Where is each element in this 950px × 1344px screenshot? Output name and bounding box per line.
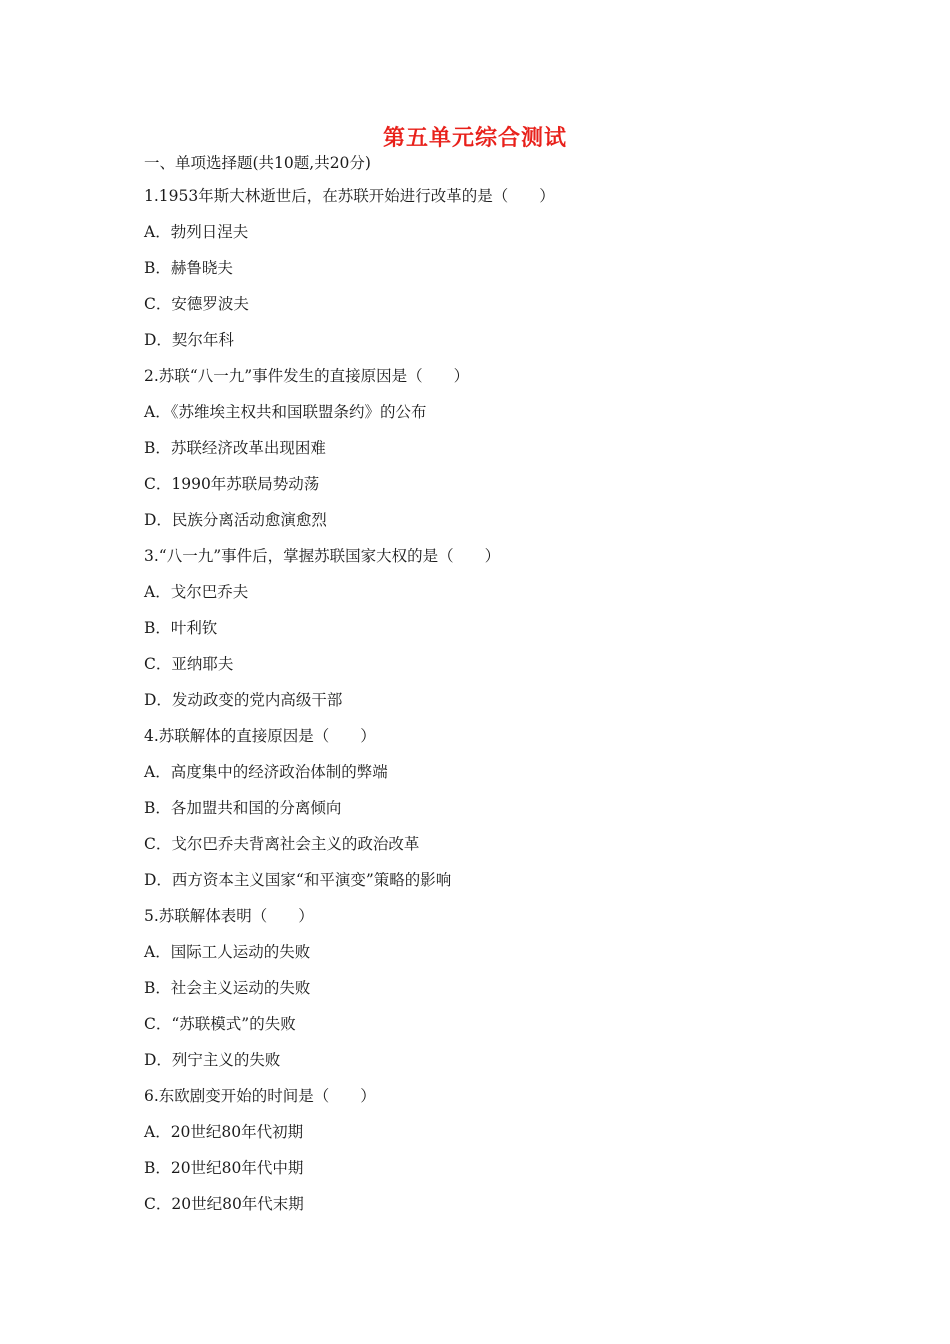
question-stem: 5.苏联解体表明（ ） bbox=[144, 907, 314, 925]
option-c: C．戈尔巴乔夫背离社会主义的政治改革 bbox=[144, 835, 420, 853]
option-c: C．“苏联模式”的失败 bbox=[144, 1015, 296, 1033]
question-2 bbox=[144, 358, 824, 538]
question-3 bbox=[144, 538, 824, 718]
option-d: D．西方资本主义国家“和平演变”策略的影响 bbox=[144, 871, 452, 889]
option-b: B．苏联经济改革出现困难 bbox=[144, 439, 326, 457]
option-a: A．高度集中的经济政治体制的弊端 bbox=[144, 763, 388, 781]
question-stem: 6.东欧剧变开始的时间是（ ） bbox=[144, 1087, 376, 1105]
question-stem: 1.1953年斯大林逝世后，在苏联开始进行改革的是（ ） bbox=[144, 187, 555, 205]
option-a: A．国际工人运动的失败 bbox=[144, 943, 311, 961]
option-b: B．赫鲁晓夫 bbox=[144, 259, 233, 277]
option-b: B．各加盟共和国的分离倾向 bbox=[144, 799, 342, 817]
question-stem: 4.苏联解体的直接原因是（ ） bbox=[144, 727, 376, 745]
option-c: C．安德罗波夫 bbox=[144, 295, 249, 313]
option-b: B．社会主义运动的失败 bbox=[144, 979, 311, 997]
option-c: C．20世纪80年代末期 bbox=[144, 1195, 304, 1213]
page-title: 第五单元综合测试 bbox=[382, 126, 567, 151]
question-stem: 2.苏联“八一九”事件发生的直接原因是（ ） bbox=[144, 367, 470, 385]
option-d: D．契尔年科 bbox=[144, 331, 234, 349]
option-c: C．亚纳耶夫 bbox=[144, 655, 234, 673]
question-list bbox=[144, 152, 824, 1222]
option-c: C．1990年苏联局势动荡 bbox=[144, 475, 320, 493]
question-5 bbox=[144, 898, 824, 1078]
option-a: A．勃列日涅夫 bbox=[144, 223, 249, 241]
option-b: B．叶利钦 bbox=[144, 619, 218, 637]
question-1 bbox=[144, 178, 824, 358]
option-d: D．列宁主义的失败 bbox=[144, 1051, 281, 1069]
question-4 bbox=[144, 718, 824, 898]
question-stem: 3.“八一九”事件后，掌握苏联国家大权的是（ ） bbox=[144, 547, 501, 565]
option-a: A．戈尔巴乔夫 bbox=[144, 583, 249, 601]
section-heading: 一、单项选择题(共10题,共20分) bbox=[144, 154, 371, 172]
option-a: A．《苏维埃主权共和国联盟条约》的公布 bbox=[144, 403, 427, 421]
option-a: A．20世纪80年代初期 bbox=[144, 1123, 304, 1141]
option-d: D．发动政变的党内高级干部 bbox=[144, 691, 343, 709]
option-d: D．民族分离活动愈演愈烈 bbox=[144, 511, 327, 529]
option-b: B．20世纪80年代中期 bbox=[144, 1159, 304, 1177]
question-6 bbox=[144, 1078, 824, 1222]
